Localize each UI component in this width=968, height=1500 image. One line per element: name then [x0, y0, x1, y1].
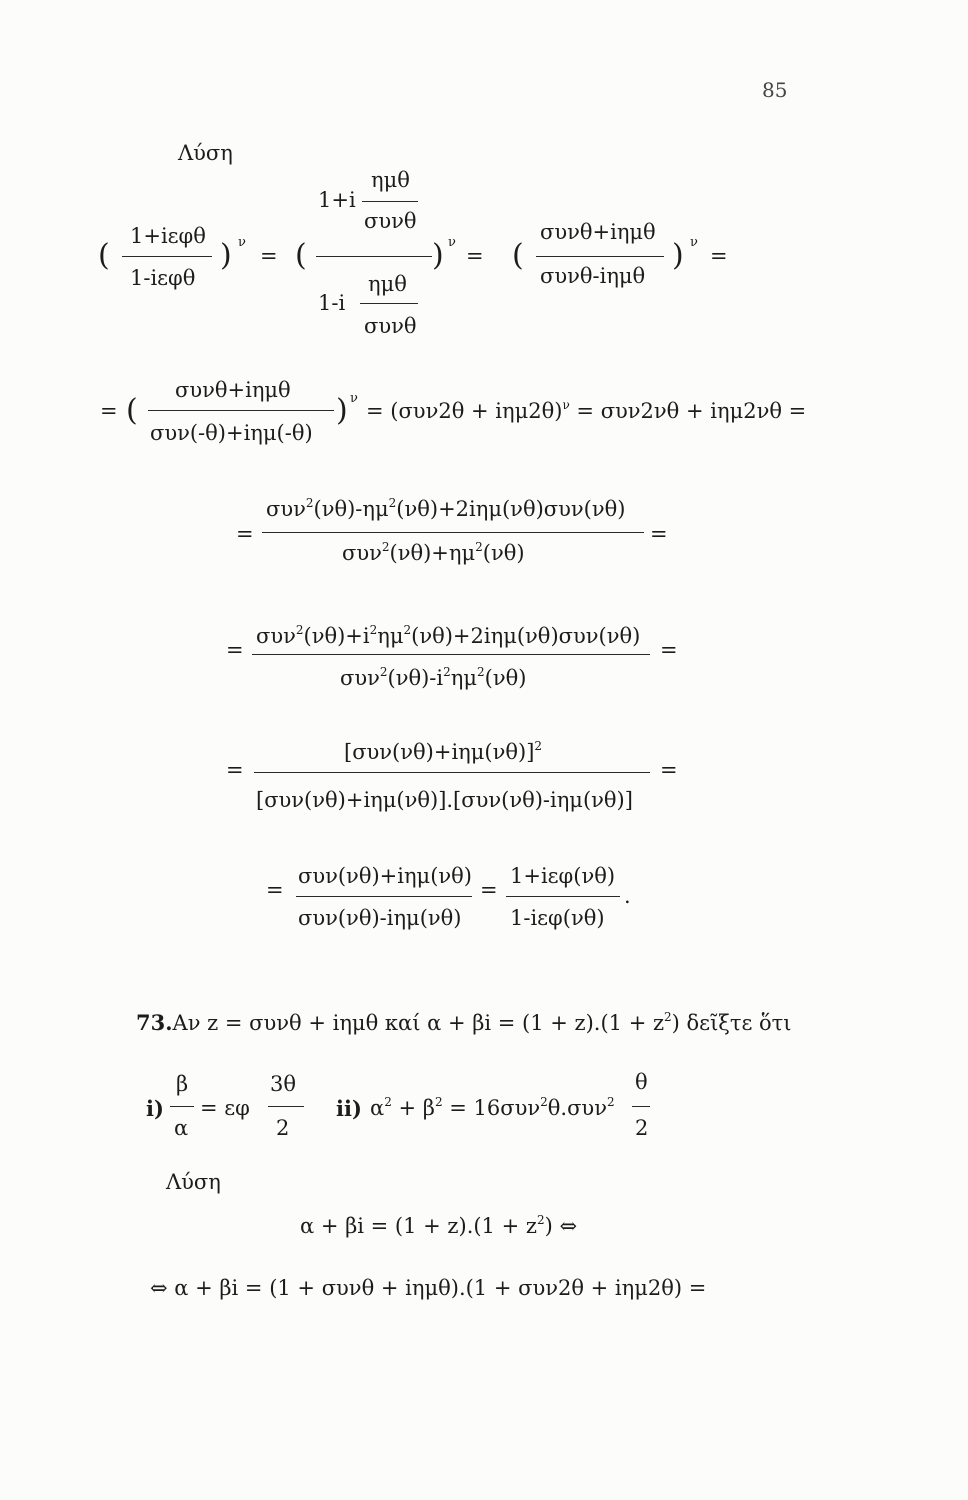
fraction-numerator: 3θ	[270, 1072, 297, 1096]
period: .	[624, 884, 631, 908]
expression-b: = συν2νθ + iημ2νθ =	[576, 399, 807, 423]
left-paren: (	[512, 238, 524, 273]
fraction-denominator: 1-iεφθ	[130, 266, 196, 290]
fraction-bar	[296, 896, 472, 897]
right-paren: )	[336, 393, 348, 428]
fraction-bar	[632, 1106, 650, 1107]
equals-sign: =	[660, 758, 678, 782]
equals-sign: =	[660, 638, 678, 662]
fraction-numerator: β	[176, 1072, 189, 1096]
fraction-bar	[536, 256, 664, 257]
right-paren: )	[672, 238, 684, 273]
fraction-bar	[506, 896, 620, 897]
exponent: ν	[350, 391, 358, 406]
right-paren: )	[220, 238, 232, 273]
expression	[366, 398, 807, 423]
exercise-number: 73.	[136, 1010, 173, 1035]
equals-sign: =	[480, 878, 498, 902]
fraction-denominator: $\sigma\upsilon\nu^2(\nu\theta)+\eta\mu^2(\nu\theta)$	[342, 540, 525, 565]
fraction-numerator: $\sigma\upsilon\nu^2(\nu\theta)-\eta\mu^2(\nu\theta)+2i\eta\mu(\nu\theta)\sigma\upsilon\nu(\nu\theta)$	[266, 496, 626, 521]
equation-line: $\alpha + \beta i = (1 + z).(1 + z^2)$ ⇔	[300, 1213, 578, 1238]
exercise-statement: 73.Αν z = συνθ + iημθ καί $\alpha + \beta i = (1 + z).(1 + z^2)$ δεῖξτε ὅτι	[136, 1010, 792, 1035]
fraction-numerator: $[\sigma\upsilon\nu(\nu\theta)+i\eta\mu(\nu\theta)]^2$	[344, 739, 543, 764]
inner-numerator: ημθ	[368, 272, 407, 296]
fraction-bar	[268, 1106, 304, 1107]
equals-sign: =	[226, 638, 244, 662]
fraction-bar	[148, 410, 334, 411]
fraction-bar	[262, 532, 644, 533]
expression-a: = (συν2θ + iημ2θ)	[366, 399, 563, 423]
fraction-numerator: συν(νθ)+iημ(νθ)	[298, 864, 472, 888]
equals-sign: =	[466, 244, 484, 268]
fraction-numerator: 1+iεφθ	[130, 224, 206, 248]
fraction-numerator: $\sigma\upsilon\nu^2(\nu\theta)+i^2\eta\mu^2(\nu\theta)+2i\eta\mu(\nu\theta)\sigma\upsilon\nu(\nu\theta)$	[256, 623, 641, 648]
fraction-denominator: συνθ-iημθ	[540, 264, 646, 288]
fraction-numerator: συνθ+iημθ	[175, 378, 291, 402]
fraction-numerator: θ	[635, 1070, 648, 1094]
right-paren: )	[432, 238, 444, 273]
expression: $\alpha^2 + \beta^2 = 16\sigma\upsilon\nu^2\theta.\sigma\upsilon\nu^2$	[370, 1095, 615, 1120]
fraction-denominator: συν(νθ)-iημ(νθ)	[298, 906, 462, 930]
fraction-denominator: 2	[276, 1116, 290, 1140]
fraction-bar	[170, 1106, 194, 1107]
fraction-numerator: 1+iεφ(νθ)	[510, 864, 616, 888]
part-i-label: i)	[146, 1096, 164, 1121]
left-paren: (	[98, 238, 110, 273]
fraction-denominator: α	[174, 1116, 189, 1140]
fraction-bar	[122, 256, 212, 257]
equals-sign: =	[226, 758, 244, 782]
inner-fraction-bar	[360, 303, 418, 304]
exponent: ν	[562, 398, 570, 412]
fraction-denominator: $\sigma\upsilon\nu^2(\nu\theta)-i^2\eta\mu^2(\nu\theta)$	[340, 665, 527, 690]
left-paren: (	[126, 393, 138, 428]
equals-sign: =	[236, 522, 254, 546]
fraction-denominator: [συν(νθ)+iημ(νθ)].[συν(νθ)-iημ(νθ)]	[256, 788, 633, 812]
fraction-denominator: 2	[635, 1116, 649, 1140]
numerator-prefix: 1+i	[318, 188, 356, 212]
inner-numerator: ημθ	[371, 168, 410, 192]
exponent: ν	[690, 235, 698, 250]
equation-line: ⇔ α + βi = (1 + συνθ + iημθ).(1 + συν2θ + iημ2θ) =	[150, 1276, 707, 1300]
fraction-numerator: συνθ+iημθ	[540, 220, 656, 244]
solution-heading: Λύση	[178, 141, 233, 165]
equals-sign: =	[100, 399, 118, 423]
exponent: ν	[448, 235, 456, 250]
inner-denominator: συνθ	[364, 314, 417, 338]
fraction-denominator: συν(-θ)+iημ(-θ)	[150, 421, 313, 445]
main-fraction-bar	[316, 256, 432, 257]
page-number: 85	[762, 78, 788, 102]
fraction-denominator: 1-iεφ(νθ)	[510, 906, 605, 930]
equals-sign: =	[710, 244, 728, 268]
fraction-bar	[252, 654, 650, 655]
inner-denominator: συνθ	[364, 209, 417, 233]
equals-sign: =	[266, 878, 284, 902]
solution-heading: Λύση	[166, 1170, 221, 1194]
inner-fraction-bar	[362, 201, 418, 202]
denominator-prefix: 1-i	[318, 291, 346, 315]
part-ii-label: ii)	[336, 1096, 362, 1121]
equals-sign: =	[260, 244, 278, 268]
fraction-bar	[254, 772, 650, 773]
expression: = εφ	[200, 1096, 250, 1120]
left-paren: (	[295, 238, 307, 273]
exponent: ν	[238, 235, 246, 250]
equals-sign: =	[650, 522, 668, 546]
